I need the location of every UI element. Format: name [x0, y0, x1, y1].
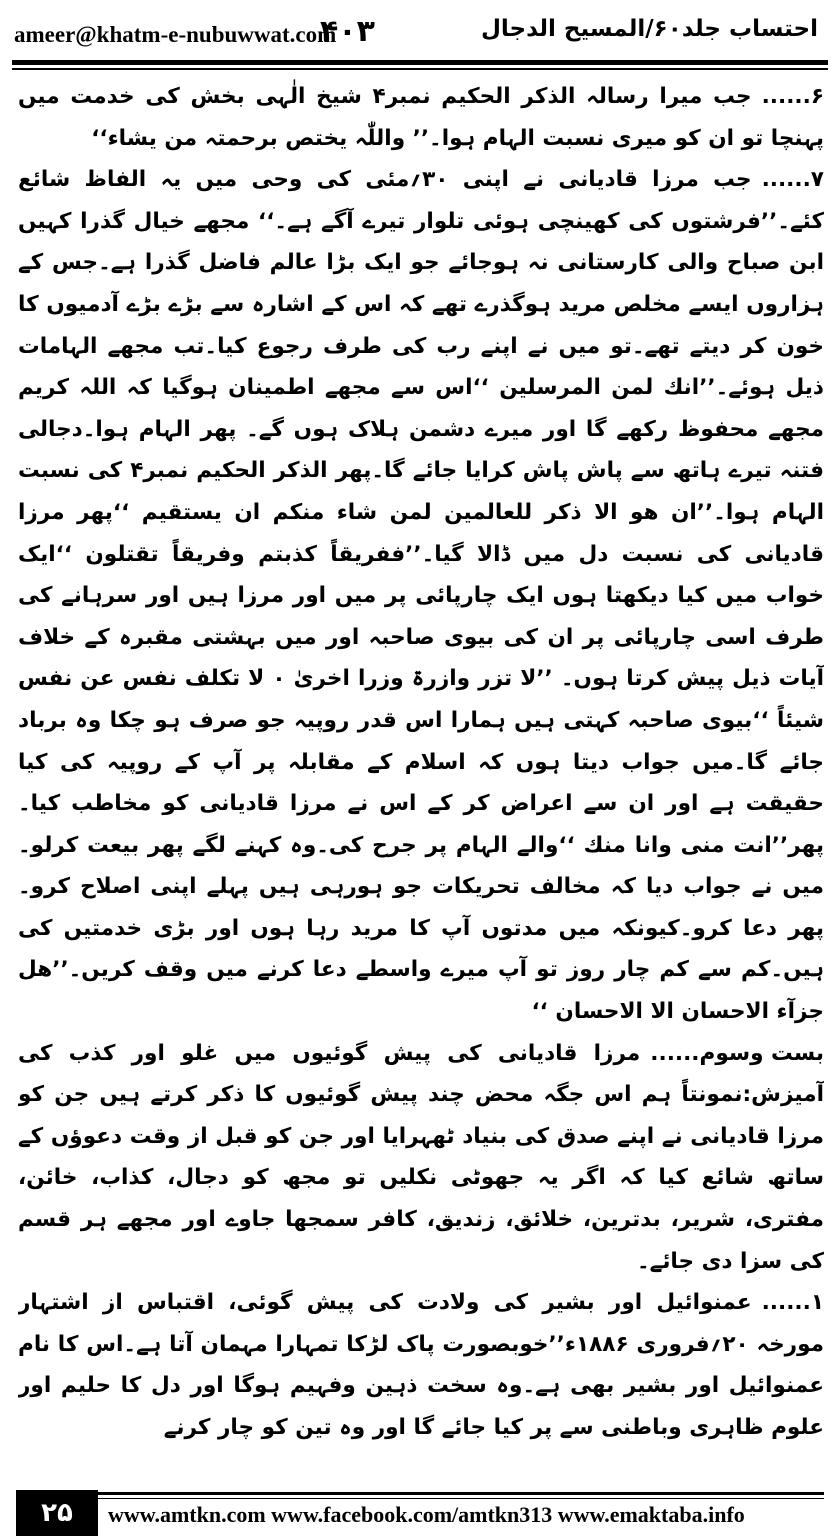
page-header — [0, 0, 840, 76]
paragraph-6 — [18, 76, 824, 159]
header-page-number: ۴۰۳ — [320, 14, 375, 49]
paragraph-number: ۶...... — [761, 84, 824, 109]
header-rule-thin — [12, 68, 828, 70]
section-23-intro — [18, 1033, 824, 1283]
footer-rule-thick — [98, 1492, 824, 1495]
paragraph-1 — [18, 1282, 824, 1448]
page-body — [18, 76, 824, 1478]
header-book-title: احتساب جلد۶۰/المسیح الدجال — [480, 16, 818, 42]
header-rule-thick — [12, 60, 828, 65]
header-email: ameer@khatm-e-nubuwwat.com — [14, 22, 337, 47]
footer-page-number: ۲۵ — [16, 1490, 98, 1536]
paragraph-7 — [18, 159, 824, 1032]
paragraph-text: جب میرا رسالہ الذکر الحکیم نمبر۴ شیخ الٰہی بخش کی خدمت میں پہنچا تو ان کو میری نسبت الہام ہوا۔’’ واللّٰہ یختص برحمتہ من یشاء‘‘ — [18, 84, 824, 151]
footer-rule-thin — [98, 1498, 824, 1499]
paragraph-number: ۱...... — [761, 1290, 824, 1316]
page-footer — [0, 1484, 840, 1540]
paragraph-text: جب مرزا قادیانی نے اپنی ۳۰؍مئی کی وحی میں یہ الفاظ شائع کئے۔’’فرشتوں کی کھینچی ہوئی تلوار تیرے آگے ہے۔‘‘ مجھے خیال گذرا کہیں ابن صباح والی کارستانی نہ ہوجائے جو ایک بڑا عالم فاضل گذرا ہے۔جس کے ہزاروں ایسے مخلص مرید ہوگذرے تھے کہ اس کے اشارہ سے بڑے بڑے آدمیوں کا خون کر دیتے تھے۔تو میں نے اپنے رب کی طرف رجوع کیا۔تب مجھے الہامات ذیل ہوئے۔’’انك لمن المرسلین ‘‘اس سے مجھے اطمینان ہوگیا کہ اللہ کریم مجھے محفوظ رکھے گا اور میرے دشمن ہلاک ہوں گے۔ پھر الہام ہوا۔دجالی فتنہ تیرے ہاتھ سے پاش پاش کرایا جائے گا۔پھر الذکر الحکیم نمبر۴ کی نسبت الہام ہوا۔’’ان ھو الا ذکر للعالمین لمن شاء منکم ان یستقیم ‘‘پھر مرزا قادیانی کی نسبت دل میں ڈالا گیا۔’’ففریقاً کذبتم وفریقاً تقتلون ‘‘ایک خواب میں کیا دیکھتا ہوں ایک چارپائی پر میں اور مرزا ہیں اور سرہانے کی طرف اسی چارپائی پر ان کی بیوی صاحبہ اور میں بہشتی مقبرہ کے خلاف آیات ذیل پیش کرتا ہوں۔ ’’لا تزر وازرۃ وزرا اخریٰ ۰ لا تکلف نفس عن نفس شیئاً ‘‘بیوی صاحبہ کہتی ہیں ہمارا اس قدر روپیہ جو صرف ہو چکا وہ برباد جائے گا۔میں جواب دیتا ہوں کہ اسلام کے مقابلہ پر آپ کے روپیہ کی کیا حقیقت ہے اور ان سے اعراض کر کے اس نے مرزا قادیانی کو مخاطب کیا۔ پھر’’انت منی وانا منك ‘‘والے الہام پر جرح کی۔وہ کہنے لگے پھر بیعت کرلو۔میں نے جواب دیا کہ مخالف تحریکات جو ہورہی ہیں پہلے اپنی اصلاح کرو۔پھر دعا کرو۔کیونکہ میں مدتوں آپ کا مرید رہا ہوں اور بڑی خدمتیں کی ہیں۔کم سے کم چار روز تو آپ میرے واسطے دعا کرنے میں وقف کریں۔’’ھل جزآء الاحسان الا الاحسان ‘‘ — [18, 167, 824, 1025]
paragraph-number: ۷...... — [761, 167, 824, 193]
paragraph-text: عمنوائیل اور بشیر کی ولادت کی پیش گوئی، اقتباس از اشتہار مورخہ ۲۰؍فروری ۱۸۸۶ء’’خوبصورت پاک لڑکا تمہارا مہمان آتا ہے۔اس کا نام عمنوائیل اور بشیر بھی ہے۔وہ سخت ذہین وفہیم ہوگا اور دل کا حلیم اور علوم ظاہری وباطنی سے پر کیا جائے گا اور وہ تین کو چار کرنے — [18, 1290, 824, 1440]
paragraph-text: مرزا قادیانی کی پیش گوئیوں میں غلو اور کذب کی آمیزش:نمونتاً ہم اس جگہ محض چند پیش گوئیوں کا ذکر کرتے ہیں جن کو مرزا قادیانی نے اپنے صدق کی بنیاد ٹھہرایا اور جن کو قبل از وقت دعوؤں کے ساتھ شائع کیا کہ اگر یہ جھوٹی نکلیں تو مجھ کو دجال، کذاب، خائن، مفتری، شریر، بدترین، خلائق، زندیق، کافر سمجھا جاوے اور مجھے ہر قسم کی سزا دی جائے۔ — [18, 1040, 824, 1274]
section-heading: بست وسوم...... — [650, 1040, 824, 1066]
footer-links: www.amtkn.com www.facebook.com/amtkn313 www.emaktaba.info — [108, 1502, 745, 1527]
